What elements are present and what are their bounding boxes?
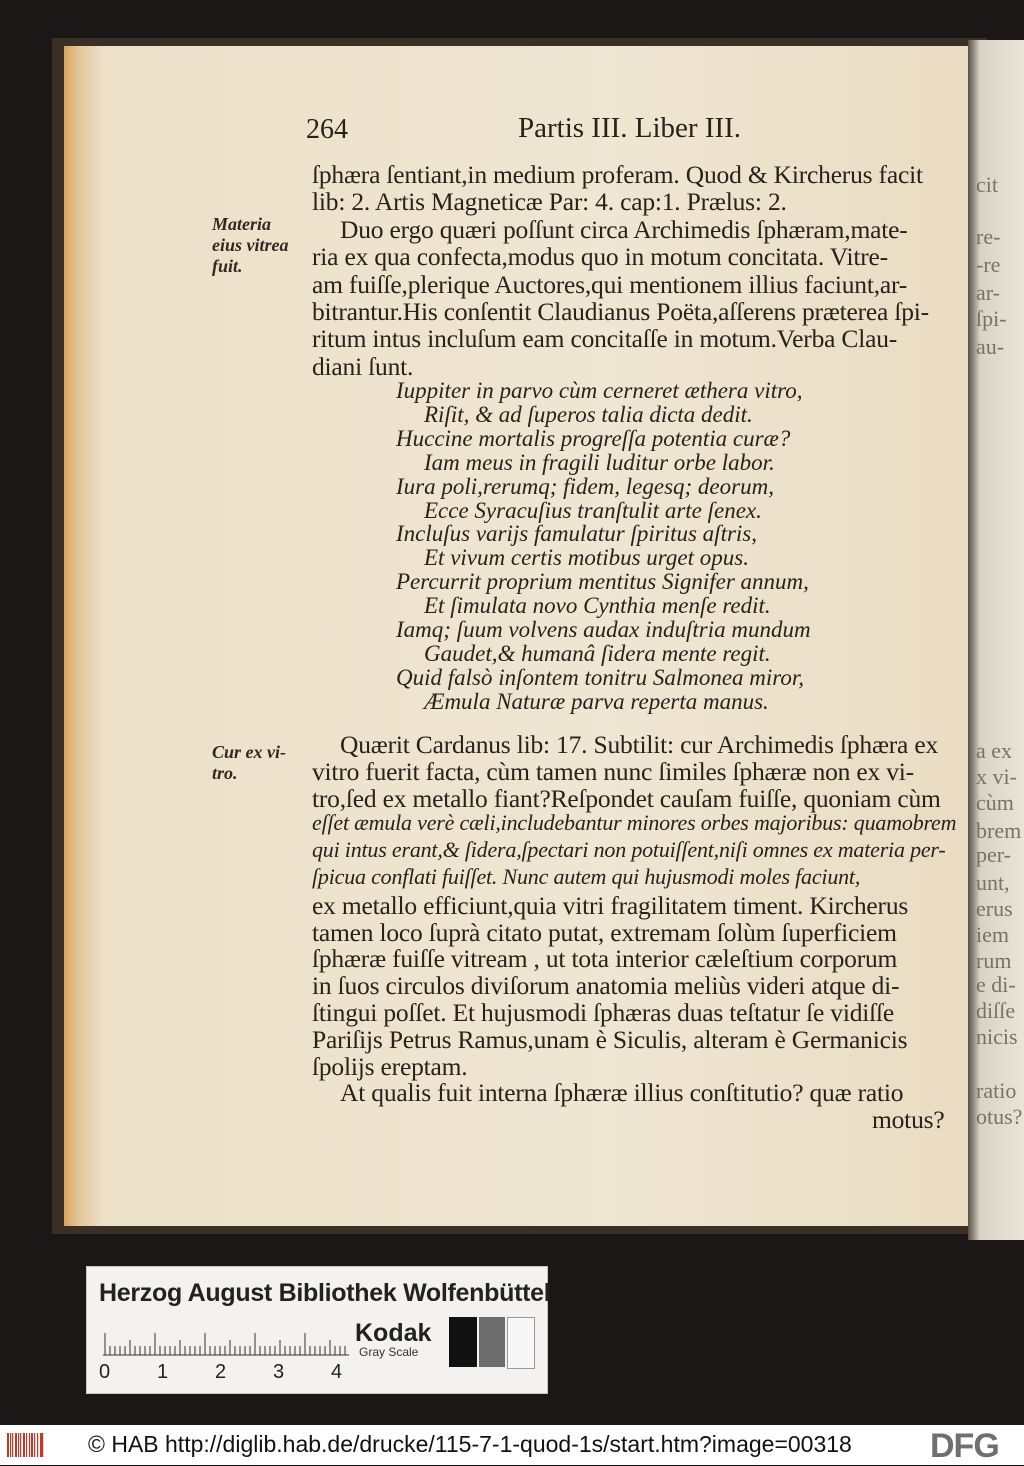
dfg-logo: DFG xyxy=(930,1427,999,1465)
viewer-footer xyxy=(0,1425,1024,1465)
facing-page-fragment: diſſe xyxy=(976,998,1016,1023)
verse-line: Iuppiter in parvo cùm cerneret æthera vitro, xyxy=(396,378,803,403)
body-line: At qualis fuit interna ſphæræ illius conſtitutio? quæ ratio xyxy=(340,1078,904,1108)
scale-ruler xyxy=(103,1325,349,1357)
body-line: ſpolijs ereptam. xyxy=(312,1051,468,1081)
verse-line: Huccine mortalis progreſſa potentia curæ? xyxy=(396,425,791,451)
gray-patch-light xyxy=(507,1317,535,1369)
library-color-card xyxy=(86,1266,551,1394)
verse-line: Incluſus varijs famulatur ſpiritus aſtris, xyxy=(396,521,758,547)
verse-line: Gaudet,& humanâ ſidera mente regit. xyxy=(424,640,771,666)
scale-digit: 0 xyxy=(99,1361,111,1383)
scale-digit: 2 xyxy=(215,1361,227,1383)
verse-line: Riſit, & ad ſuperos talia dicta dedit. xyxy=(424,401,753,427)
facing-page-fragment: unt, xyxy=(976,870,1010,895)
facing-page-fragment: x vi- xyxy=(976,764,1017,789)
body-line: Pariſijs Petrus Ramus,unam è Siculis, alteram è Germanicis xyxy=(312,1024,908,1054)
scale-digit: 4 xyxy=(331,1361,343,1383)
scale-digit: 1 xyxy=(157,1361,169,1383)
body-line: Quærit Cardanus lib: 17. Subtilit: cur Archimedis ſphæra ex xyxy=(340,730,939,759)
margin-note-line: Cur ex vi- xyxy=(212,742,286,762)
verse-line: Et ſimulata novo Cynthia menſe redit. xyxy=(424,593,771,619)
verse-line: Iura poli,rerumq; fidem, legesq; deorum, xyxy=(396,473,774,499)
body-line: tro,ſed ex metallo fiant?Reſpondet cauſam fuiſſe, quoniam cùm xyxy=(312,783,941,813)
facing-page-fragment: a ex xyxy=(976,738,1013,763)
body-line: tamen loco ſuprà citato putat, extremam ſolùm ſuperficiem xyxy=(312,917,897,947)
body-line: ritum intus incluſum eam concitaſſe in motum.Verba Clau- xyxy=(312,324,898,354)
body-line: motus? xyxy=(872,1105,945,1135)
gray-patch-black xyxy=(449,1317,477,1367)
body-line: Duo ergo quæri poſſunt circa Archimedis ſphæram,mate- xyxy=(340,214,908,244)
body-line: ria ex qua confecta,modus quo in motum concitata. Vitre- xyxy=(312,242,888,272)
verse-line: Æmula Naturæ parva reperta manus. xyxy=(424,688,769,714)
body-line: vitro fuerit facta, cùm tamen nunc ſimiles ſphæræ non ex vi- xyxy=(312,756,914,786)
facing-page-fragment: erus xyxy=(976,896,1013,921)
verse-line: Percurrit proprium mentitus Signifer annum, xyxy=(396,569,809,595)
body-line: bitrantur.His conſentit Claudianus Poëta,aſſerens præterea ſpi- xyxy=(312,297,929,326)
page-number: 264 xyxy=(306,114,348,145)
body-line: diani ſunt. xyxy=(312,351,414,381)
facing-page-fragment: per- xyxy=(976,842,1011,867)
facing-page-edge xyxy=(968,40,1024,1240)
body-line: in ſuos circulos diviſorum anatomia meliùs videri atque di- xyxy=(312,971,900,1001)
margin-note-line: eius vitrea xyxy=(212,235,289,255)
gray-patch-dark xyxy=(479,1317,505,1367)
margin-note-line: fuit. xyxy=(212,256,243,276)
body-line: eſſet æmula verè cæli,includebantur minores orbes majoribus: quamobrem xyxy=(312,810,957,836)
body-line: ſpicua conflati fuiſſet. Nunc autem qui hujusmodi moles faciunt, xyxy=(312,864,861,889)
body-line: ſtingui poſſet. Et hujusmodi ſphæras duas teſtatur ſe vidiſſe xyxy=(312,998,895,1027)
body-line: lib: 2. Artis Magneticæ Par: 4. cap:1. Prælus: 2. xyxy=(312,187,787,217)
facing-page-fragment: e di- xyxy=(976,972,1016,997)
body-line: am fuiſſe,plerique Auctores,qui mentionem illius faciunt,ar- xyxy=(312,269,908,299)
library-name: Herzog August Bibliothek Wolfenbüttel xyxy=(99,1279,551,1307)
facing-page-fragment: nicis xyxy=(976,1024,1018,1049)
scale-digit: 3 xyxy=(273,1361,285,1383)
facing-page-fragment: cit xyxy=(976,172,998,197)
verse-line: Et vivum certis motibus urget opus. xyxy=(424,545,749,571)
facing-page-fragment: au- xyxy=(976,334,1005,359)
margin-note-line: Materia xyxy=(212,214,272,234)
facing-page-fragment: ar- xyxy=(976,280,1000,305)
facing-page-fragment: brem xyxy=(976,818,1022,843)
facing-page-fragment: re- xyxy=(976,224,1001,249)
facing-page-fragment: ſpi- xyxy=(976,306,1007,331)
facing-page-fragment: cùm xyxy=(976,790,1014,815)
body-line: qui intus erant,& ſidera,ſpectari non potuiſſent,niſi omnes ex materia per- xyxy=(312,837,946,863)
kodak-gray-scale: Gray Scale xyxy=(359,1345,419,1359)
body-line: ſphæra ſentiant,in medium proferam. Quod & Kircherus facit xyxy=(312,160,923,189)
copyright-url[interactable]: © HAB http://diglib.hab.de/drucke/115-7-1-quod-1s/start.htm?image=00318 xyxy=(88,1431,852,1457)
body-line: ex metallo efficiunt,quia vitri fragilitatem timent. Kircherus xyxy=(312,890,909,920)
running-title: Partis III. Liber III. xyxy=(518,112,742,144)
barcode-icon xyxy=(6,1431,46,1459)
verse-line: Iamq; ſuum volvens audax induſtria mundum xyxy=(396,617,811,642)
kodak-brand: Kodak xyxy=(355,1319,432,1347)
facing-page-fragment: otus? xyxy=(976,1104,1022,1129)
verse-line: Iam meus in fragili luditur orbe labor. xyxy=(424,449,775,475)
verse-line: Ecce Syracuſius tranſtulit arte ſenex. xyxy=(424,497,762,523)
margin-note-line: tro. xyxy=(212,763,238,783)
facing-page-fragment: iem xyxy=(976,922,1009,947)
facing-page-fragment: rum xyxy=(976,948,1012,973)
facing-page-fragment: -re xyxy=(976,252,1001,277)
body-line: ſphæræ fuiſſe vitream , ut tota interior cæleſtium corporum xyxy=(312,944,898,974)
facing-page-fragment: ratio xyxy=(976,1078,1017,1103)
verse-line: Quid falsò inſontem tonitru Salmonea miror, xyxy=(396,664,805,690)
